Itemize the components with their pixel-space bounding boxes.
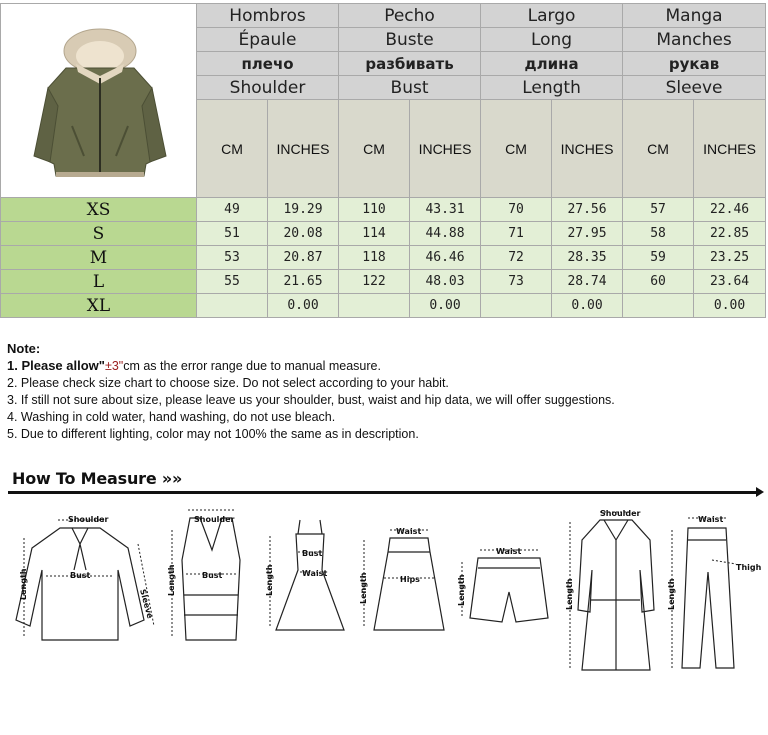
label-length: Length xyxy=(167,564,176,596)
table-cell: 20.08 xyxy=(268,222,339,246)
table-cell: 22.46 xyxy=(694,198,766,222)
table-cell: 58 xyxy=(623,222,694,246)
table-cell: 59 xyxy=(623,246,694,270)
header-en-bust: Bust xyxy=(339,76,481,100)
table-cell xyxy=(197,294,268,318)
header-ru-bust: разбивать xyxy=(339,52,481,76)
label-shoulder: Shoulder xyxy=(68,515,109,524)
header-ru-sleeve: рукав xyxy=(623,52,766,76)
table-cell: 72 xyxy=(481,246,552,270)
table-row xyxy=(1,246,766,270)
header-fr-bust: Buste xyxy=(339,28,481,52)
unit-header: CM xyxy=(623,100,694,198)
table-cell: 43.31 xyxy=(410,198,481,222)
unit-header: CM xyxy=(339,100,410,198)
label-length: Length xyxy=(565,578,574,610)
header-es-shoulder: Hombros xyxy=(197,4,339,28)
how-to-measure-title xyxy=(12,469,182,488)
table-cell: 23.25 xyxy=(694,246,766,270)
size-chart-table xyxy=(0,3,766,318)
notes-section xyxy=(7,340,757,443)
note-line-4: 4. Washing in cold water, hand washing, do not use bleach. xyxy=(7,410,336,424)
label-length: Length xyxy=(265,564,274,596)
unit-header: INCHES xyxy=(268,100,339,198)
table-cell: 22.85 xyxy=(694,222,766,246)
label-hips: Hips xyxy=(400,575,420,584)
table-cell: 21.65 xyxy=(268,270,339,294)
table-cell: 110 xyxy=(339,198,410,222)
header-fr-shoulder: Épaule xyxy=(197,28,339,52)
measure-figures xyxy=(0,500,768,675)
note-line-2: 2. Please check size chart to choose size. Do not select according to your habit. xyxy=(7,376,449,390)
header-es-bust: Pecho xyxy=(339,4,481,28)
label-waist: Waist xyxy=(698,515,724,524)
table-cell: 70 xyxy=(481,198,552,222)
header-fr-sleeve: Manches xyxy=(623,28,766,52)
unit-header: CM xyxy=(481,100,552,198)
label-bust: Bust xyxy=(70,571,91,580)
size-label: S xyxy=(1,222,197,246)
table-cell: 49 xyxy=(197,198,268,222)
table-cell: 71 xyxy=(481,222,552,246)
label-length: Length xyxy=(457,574,466,606)
table-cell: 23.64 xyxy=(694,270,766,294)
table-cell: 73 xyxy=(481,270,552,294)
size-label: M xyxy=(1,246,197,270)
unit-header: INCHES xyxy=(694,100,766,198)
note-line-1-rest: cm as the error range due to manual measure. xyxy=(123,359,381,373)
table-cell xyxy=(481,294,552,318)
unit-header: INCHES xyxy=(410,100,481,198)
table-cell: 53 xyxy=(197,246,268,270)
note-line-3: 3. If still not sure about size, please leave us your shoulder, bust, waist and hip data, we will offer suggestions. xyxy=(7,393,615,407)
table-cell: 118 xyxy=(339,246,410,270)
table-cell xyxy=(339,294,410,318)
note-tolerance: ±3" xyxy=(104,359,124,373)
header-es-length: Largo xyxy=(481,4,623,28)
table-cell: 55 xyxy=(197,270,268,294)
label-waist: Waist xyxy=(396,527,422,536)
header-en-shoulder: Shoulder xyxy=(197,76,339,100)
header-en-sleeve: Sleeve xyxy=(623,76,766,100)
table-row xyxy=(1,294,766,318)
label-shoulder: Shoulder xyxy=(600,509,641,518)
label-sleeve: Sleeve xyxy=(138,588,155,620)
unit-header: CM xyxy=(197,100,268,198)
label-bust: Bust xyxy=(302,549,323,558)
header-ru-shoulder: плечо xyxy=(197,52,339,76)
unit-header: INCHES xyxy=(552,100,623,198)
label-length: Length xyxy=(667,578,676,610)
label-shoulder: Shoulder xyxy=(194,515,235,524)
table-cell xyxy=(623,294,694,318)
table-cell: 60 xyxy=(623,270,694,294)
table-row xyxy=(1,198,766,222)
label-waist: Waist xyxy=(496,547,522,556)
table-cell: 51 xyxy=(197,222,268,246)
table-cell: 27.56 xyxy=(552,198,623,222)
header-ru-length: длина xyxy=(481,52,623,76)
table-cell: 20.87 xyxy=(268,246,339,270)
label-waist: Waist xyxy=(302,569,328,578)
table-cell: 28.74 xyxy=(552,270,623,294)
table-cell: 57 xyxy=(623,198,694,222)
table-cell: 48.03 xyxy=(410,270,481,294)
table-row xyxy=(1,222,766,246)
product-photo xyxy=(1,4,197,198)
header-en-length: Length xyxy=(481,76,623,100)
size-label: XS xyxy=(1,198,197,222)
table-cell: 114 xyxy=(339,222,410,246)
divider-arrow xyxy=(8,491,758,494)
table-cell: 0.00 xyxy=(552,294,623,318)
how-to-measure-text: How To Measure xyxy=(12,469,157,488)
table-cell: 0.00 xyxy=(410,294,481,318)
table-cell: 0.00 xyxy=(268,294,339,318)
notes-title: Note: xyxy=(7,341,41,356)
table-cell: 122 xyxy=(339,270,410,294)
table-cell: 46.46 xyxy=(410,246,481,270)
header-es-sleeve: Manga xyxy=(623,4,766,28)
label-length: Length xyxy=(359,572,368,604)
table-cell: 28.35 xyxy=(552,246,623,270)
table-cell: 19.29 xyxy=(268,198,339,222)
note-line-1-bold: 1. Please allow" xyxy=(7,358,105,373)
note-line-5: 5. Due to different lighting, color may not 100% the same as in description. xyxy=(7,427,419,441)
chevrons-icon: »» xyxy=(161,469,183,488)
label-bust: Bust xyxy=(202,571,223,580)
jacket-image xyxy=(14,6,184,196)
table-cell: 27.95 xyxy=(552,222,623,246)
label-thigh: Thigh xyxy=(736,563,762,572)
header-fr-length: Long xyxy=(481,28,623,52)
table-cell: 44.88 xyxy=(410,222,481,246)
label-length: Length xyxy=(19,568,28,600)
size-label: XL xyxy=(1,294,197,318)
size-label: L xyxy=(1,270,197,294)
table-cell: 0.00 xyxy=(694,294,766,318)
table-row xyxy=(1,270,766,294)
note-line-1 xyxy=(7,357,757,375)
